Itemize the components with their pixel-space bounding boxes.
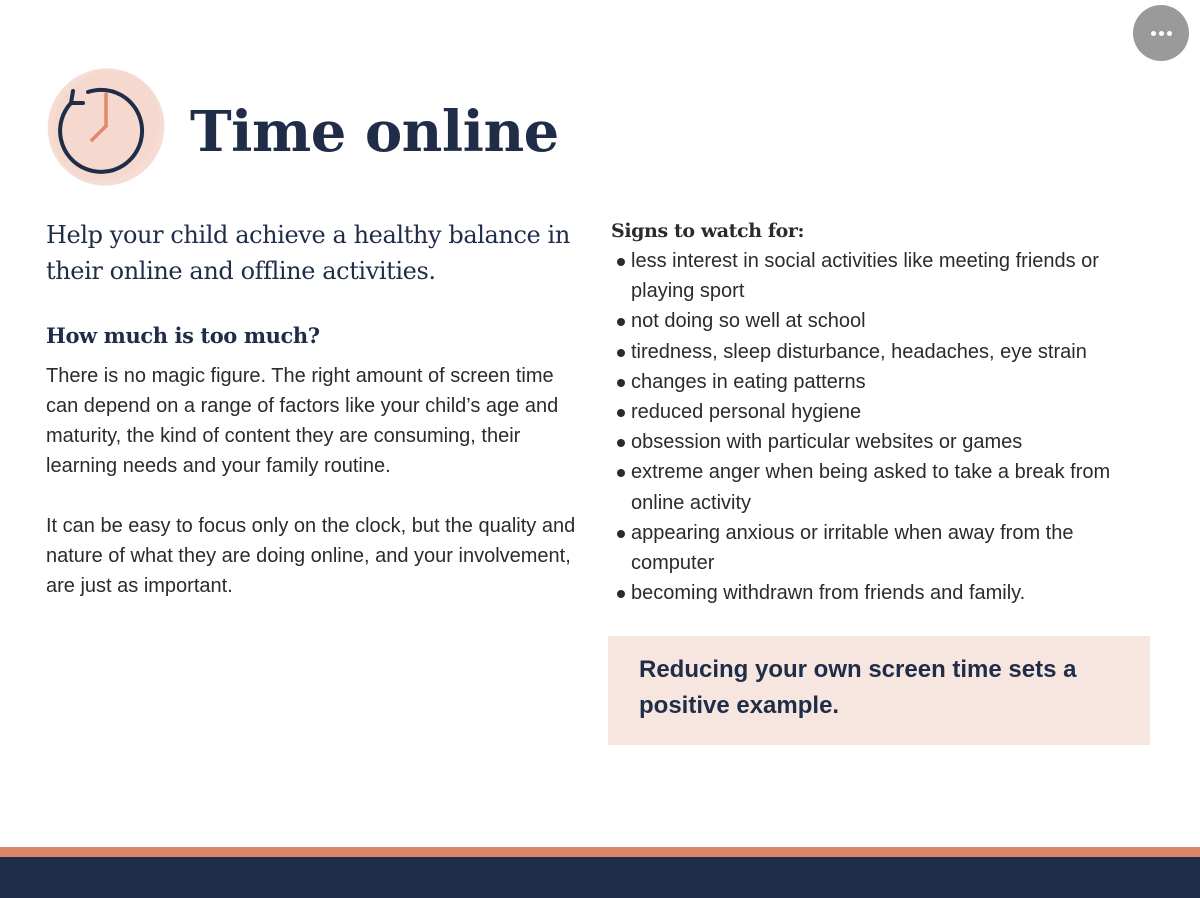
footer-accent-stripe [0,847,1200,857]
more-dot [1159,31,1164,36]
list-item: obsession with particular websites or games [611,427,1131,457]
more-options-button[interactable] [1133,5,1189,61]
intro-text: Help your child achieve a healthy balance in their online and offline activities. [46,221,570,285]
list-item: changes in eating patterns [611,367,1131,397]
section-heading: How much is too much? [46,323,320,348]
list-item: becoming withdrawn from friends and family. [611,578,1131,608]
footer-bar [0,857,1200,898]
page-title: Time online [190,99,559,165]
list-item: reduced personal hygiene [611,397,1131,427]
callout-box [608,636,1150,745]
callout-text: Reducing your own screen time sets a positive example. [639,656,1077,719]
more-dot [1167,31,1172,36]
list-item: extreme anger when being asked to take a break from online activity [611,457,1131,517]
list-item: tiredness, sleep disturbance, headaches, eye strain [611,337,1131,367]
signs-heading: Signs to watch for: [611,220,805,242]
list-item: appearing anxious or irritable when away from the computer [611,518,1131,578]
signs-list [611,246,1131,608]
list-item: less interest in social activities like meeting friends or playing sport [611,246,1131,306]
more-dot [1151,31,1156,36]
list-item: not doing so well at school [611,306,1131,336]
body-paragraph: It can be easy to focus only on the clock, but the quality and nature of what they are doing online, and your involvement, are just as important. [46,515,576,597]
body-paragraph: There is no magic figure. The right amount of screen time can depend on a range of factors like your child’s age and maturity, the kind of content they are consuming, their learning needs and your family routine. [46,365,559,477]
clock-icon [44,66,170,188]
